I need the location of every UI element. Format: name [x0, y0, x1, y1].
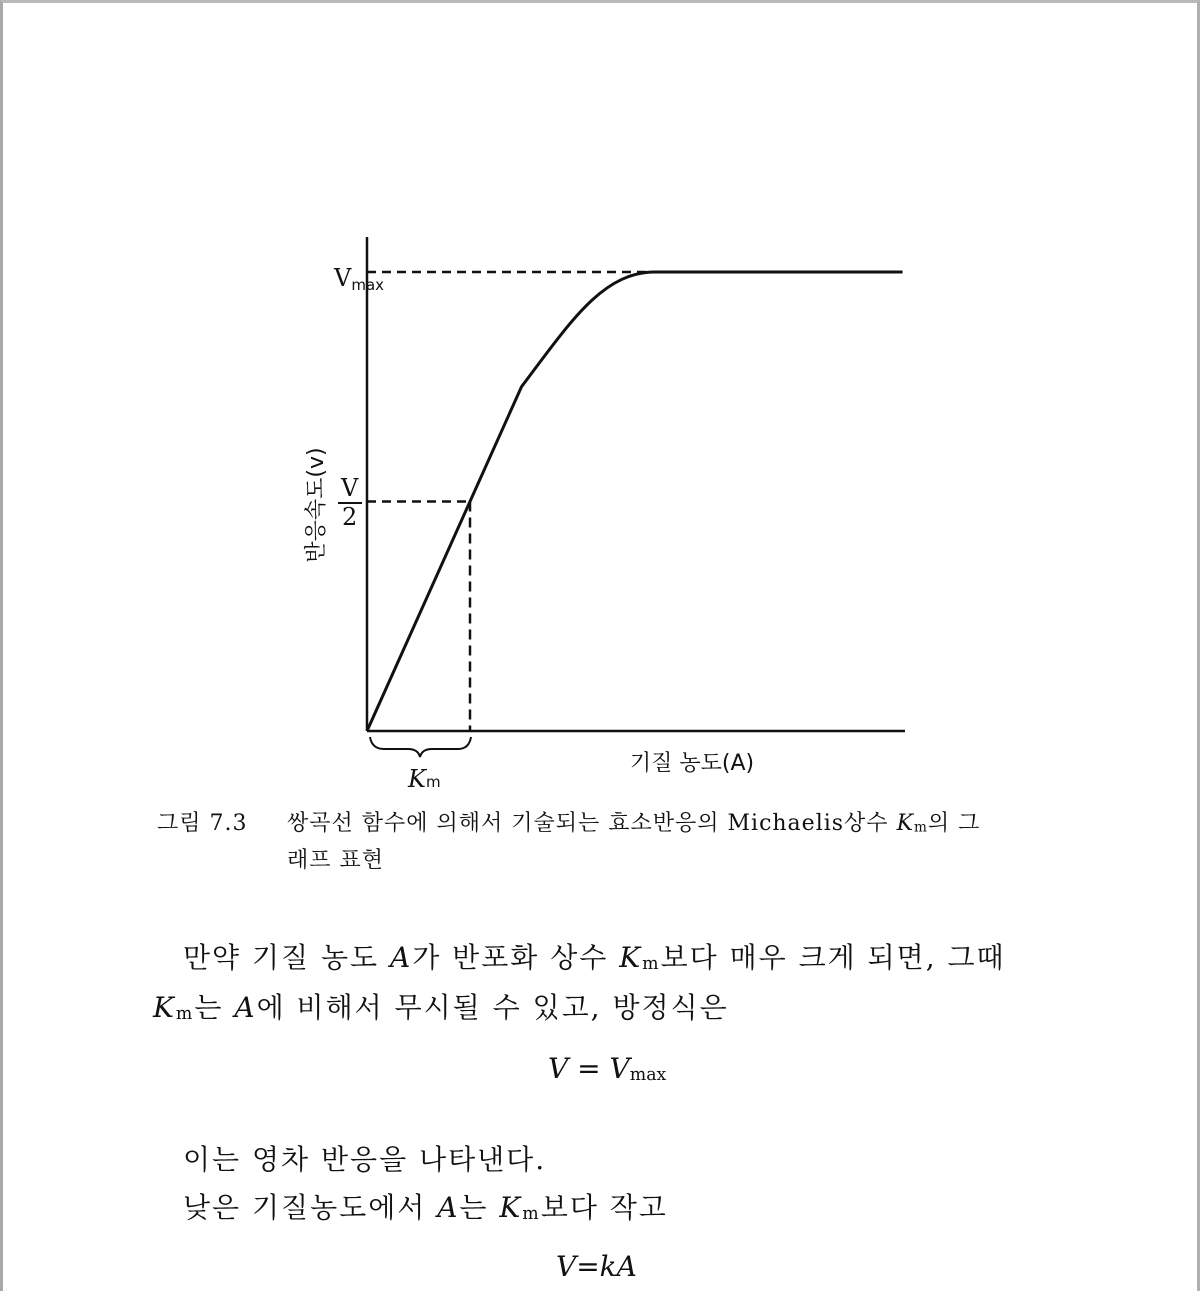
half-vmax-numerator: V: [341, 474, 359, 502]
paragraph-3: 낮은 기질농도에서 A는 $K_m$보다 작고: [183, 1191, 668, 1225]
paragraph-1-line-2: $K_m$는 A에 비해서 무시될 수 있고, 방정식은: [153, 991, 729, 1025]
vmax-label: Vmax: [334, 264, 385, 294]
km-label: Km: [408, 765, 441, 793]
paragraph-1-line-1: 만약 기질 농도 A가 반포화 상수 $K_m$보다 매우 크게 되면, 그때: [183, 941, 1006, 975]
equation-v-vmax: $V = V_{max}$: [548, 1052, 667, 1086]
figure-caption-number: 그림 7.3: [157, 811, 248, 836]
figure-caption-line2: 래프 표현: [287, 848, 385, 873]
y-axis-label: 반응속도(v): [304, 447, 329, 563]
figure-caption-line1: 쌍곡선 함수에 의해서 기술되는 효소반응의 Michaelis상수 $K_m$의 그: [287, 811, 981, 836]
paragraph-2: 이는 영차 반응을 나타낸다.: [183, 1143, 547, 1176]
km-brace: [370, 737, 471, 757]
half-vmax-denominator: 2: [342, 503, 358, 531]
equation-v-ka: V=kA: [556, 1250, 637, 1283]
x-axis-label: 기질 농도(A): [629, 751, 755, 776]
